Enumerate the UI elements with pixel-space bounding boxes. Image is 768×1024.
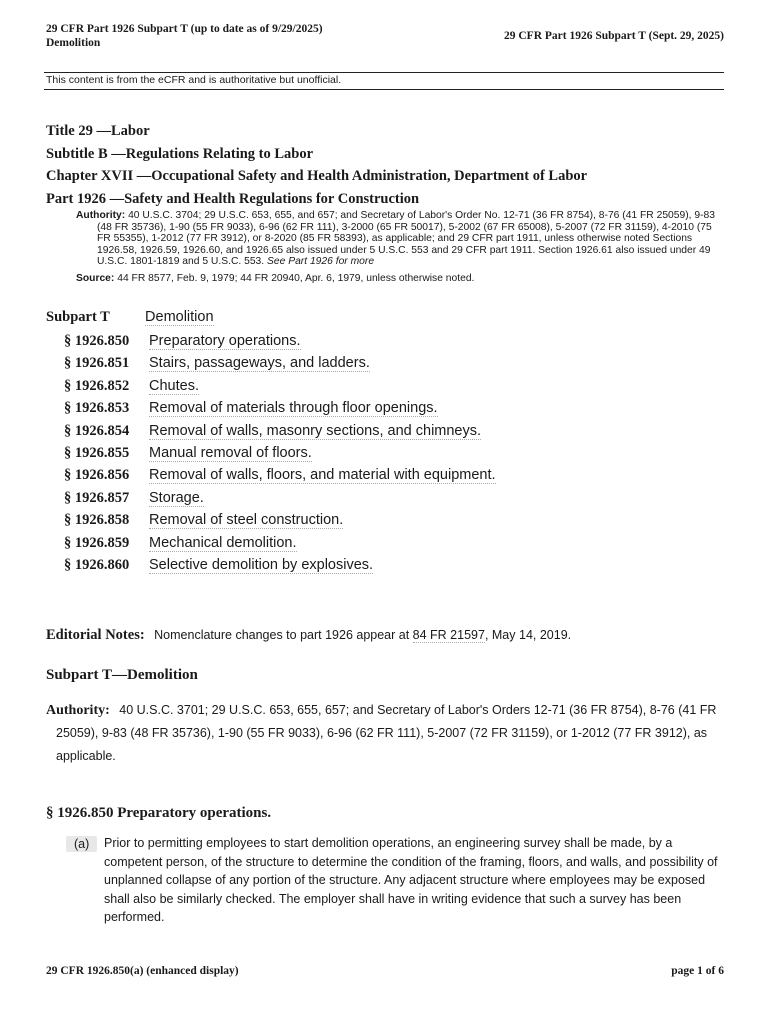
toc-section-link[interactable]: Selective demolition by explosives. [149, 556, 374, 573]
footer-citation: 29 CFR 1926.850(a) (enhanced display) [46, 965, 239, 977]
toc-section-number: § 1926.860 [64, 556, 130, 573]
toc-section-link[interactable]: Removal of walls, floors, and material with equipment. [149, 467, 496, 484]
running-header-right: 29 CFR Part 1926 Subpart T (Sept. 29, 2025) [504, 30, 724, 42]
toc-item [64, 443, 496, 465]
toc-item [64, 421, 496, 443]
toc-section-link[interactable]: Chutes. [149, 377, 199, 394]
toc-item [64, 510, 496, 532]
header-rule-top [44, 72, 724, 73]
toc-section-number: § 1926.853 [64, 400, 130, 417]
toc-section-number: § 1926.850 [64, 333, 130, 349]
toc-item [64, 398, 496, 420]
table-of-contents [64, 331, 496, 577]
paragraph-text: Prior to permitting employees to start demolition operations, an engineering survey shall be made, by a competent person, of the structure to determine the condition of the framing, floors, and walls, and possibility of unplanned collapse of any portion of the structure. Any adjacent structure where employees may be exposed shall also be similarly checked. The employer shall have in writing evidence that such a survey has been performed. [104, 836, 718, 924]
subpart-authority-text: 40 U.S.C. 3701; 29 U.S.C. 653, 655, 657; and Secretary of Labor's Orders 12-71 (36 FR 8754), 8-76 (41 FR 25059), 9-83 (48 FR 35736), 1-90 (55 FR 9033), 6-96 (62 FR 111), 5-2007 (72 FR 31159), or 1-2012 (77 FR 3912), as applicable. [56, 703, 717, 763]
toc-item [64, 488, 496, 510]
toc-section-number: § 1926.858 [64, 512, 130, 529]
toc-section-number: § 1926.855 [64, 444, 130, 461]
hierarchy-part: Part 1926 —Safety and Health Regulations for Construction [46, 191, 420, 207]
editorial-notes-label: Editorial Notes: [46, 627, 145, 643]
source-label: Source: [76, 273, 115, 284]
subpart-authority-label: Authority: [46, 703, 110, 718]
source-block [76, 273, 726, 285]
toc-item [64, 555, 496, 577]
toc-section-number: § 1926.852 [64, 377, 130, 394]
toc-section-number: § 1926.857 [64, 489, 130, 506]
subpart-label: Subpart T [46, 309, 110, 325]
toc-section-link[interactable]: Stairs, passageways, and ladders. [149, 355, 370, 372]
toc-item [64, 533, 496, 555]
header-subpart-name: Demolition [46, 37, 101, 49]
toc-item [64, 376, 496, 398]
toc-section-link[interactable]: Removal of materials through floor openings. [149, 400, 438, 417]
toc-item [64, 353, 496, 375]
hierarchy-title: Title 29 —Labor [46, 123, 150, 139]
editorial-notes-date: , May 14, 2019. [484, 628, 572, 642]
editorial-notes-fr-link[interactable]: 84 FR 21597 [412, 628, 485, 642]
toc-section-link[interactable]: Mechanical demolition. [149, 534, 297, 551]
section-heading: § 1926.850 Preparatory operations. [46, 805, 272, 821]
hierarchy-chapter: Chapter XVII —Occupational Safety and Health Administration, Department of Labor [46, 168, 588, 184]
paragraph-a [66, 834, 726, 927]
authority-block [76, 210, 726, 268]
running-header-left [46, 22, 323, 50]
editorial-notes [46, 627, 571, 644]
toc-section-number: § 1926.854 [64, 422, 130, 439]
header-rule-bottom [44, 89, 724, 90]
toc-section-link[interactable]: Removal of steel construction. [149, 512, 344, 529]
source-text: 44 FR 8577, Feb. 9, 1979; 44 FR 20940, Apr. 6, 1979, unless otherwise noted. [117, 273, 475, 284]
disclaimer: This content is from the eCFR and is authoritative but unofficial. [46, 74, 342, 86]
toc-item [64, 331, 496, 353]
subpart-toc-header [46, 309, 214, 326]
editorial-notes-text: Nomenclature changes to part 1926 appear at [154, 628, 410, 642]
toc-section-link[interactable]: Removal of walls, masonry sections, and chimneys. [149, 422, 482, 439]
toc-section-number: § 1926.859 [64, 534, 130, 551]
paragraph-marker[interactable]: (a) [66, 836, 97, 852]
subpart-authority [46, 699, 726, 768]
subpart-link[interactable]: Demolition [145, 309, 214, 325]
toc-section-link[interactable]: Storage. [149, 489, 204, 506]
toc-item [64, 465, 496, 487]
authority-label: Authority: [76, 210, 126, 221]
toc-section-link[interactable]: Manual removal of floors. [149, 444, 312, 461]
toc-section-number: § 1926.856 [64, 467, 130, 484]
footer-page-number: page 1 of 6 [671, 965, 724, 977]
subpart-heading: Subpart T—Demolition [46, 667, 198, 683]
toc-section-link[interactable]: Preparatory operations. [149, 333, 301, 349]
toc-section-number: § 1926.851 [64, 355, 130, 372]
header-citation: 29 CFR Part 1926 Subpart T (up to date as of 9/29/2025) [46, 23, 323, 35]
see-more-note: See Part 1926 for more [267, 256, 375, 267]
authority-text: 40 U.S.C. 3704; 29 U.S.C. 653, 655, and 657; and Secretary of Labor's Order No. 12-71 (36 FR 8754), 8-76 (41 FR 25059), 9-83 (48 FR 35736), 1-90 (55 FR 9033), 6-96 (62 FR 111), 3-2000 (65 FR 50017), 5-2002 (67 FR 65008), 5-2007 (72 FR 31159), 4-2010 (75 FR 55355), 1-2012 (77 FR 3912), or 8-2020 (85 FR 58393), as applicable; and 29 CFR part 1911, unless otherwise noted Sections 1926.58, 1926.59, 1926.60, and 1926.65 also issued under 5 U.S.C. 553 and 29 CFR part 1911. Section 1926.61 also issued under 49 U.S.C. 1801-1819 and 5 U.S.C. 553. [97, 210, 715, 267]
hierarchy-subtitle: Subtitle B —Regulations Relating to Labor [46, 146, 314, 162]
